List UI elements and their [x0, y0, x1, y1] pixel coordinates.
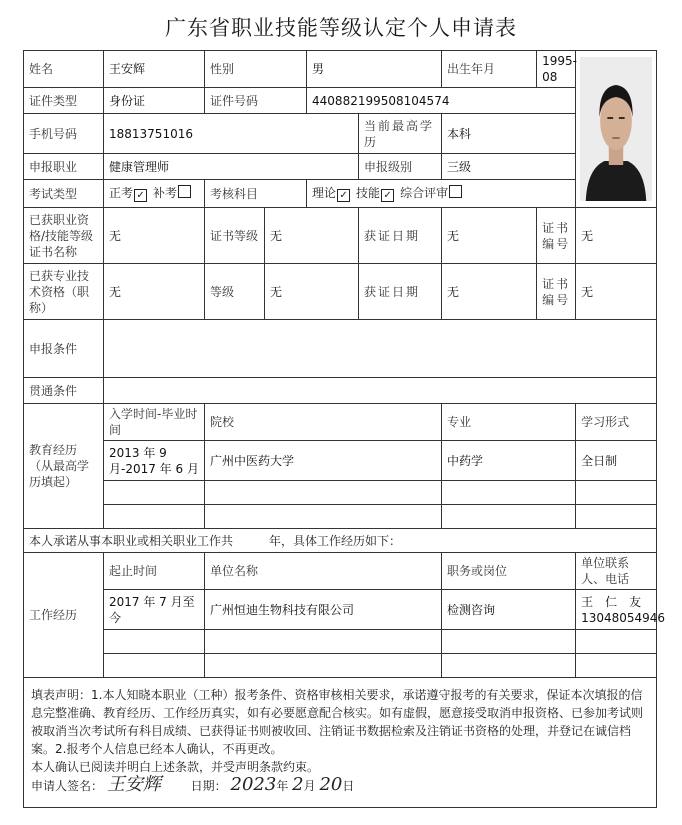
edu-row-1-major: 中药学	[442, 441, 576, 481]
edu-row-2-mode[interactable]	[576, 481, 657, 505]
review-checkbox[interactable]	[449, 185, 462, 198]
cert-date-label: 获证日期	[359, 208, 442, 264]
exam-type-options	[104, 180, 205, 208]
edu-header-period: 入学时间-毕业时间	[104, 404, 205, 441]
apply-condition-value[interactable]	[104, 320, 657, 378]
cert-no-value: 无	[576, 208, 657, 264]
edu-row-2-period[interactable]	[104, 481, 205, 505]
subject-options	[307, 180, 576, 208]
first-exam-label: 正考	[109, 186, 134, 200]
work-header-period: 起止时间	[104, 553, 205, 590]
gender-value: 男	[307, 51, 442, 88]
declaration-confirm: 本人确认已阅读并明白上述条款，并受声明条款约束。	[31, 760, 320, 774]
apply-condition-label: 申报条件	[24, 320, 104, 378]
name-value: 王安辉	[104, 51, 205, 88]
application-form	[23, 50, 666, 808]
grade-label: 等级	[205, 264, 265, 320]
review-label: 综合评审	[400, 186, 449, 200]
grade-value: 无	[265, 264, 359, 320]
retake-checkbox[interactable]	[178, 185, 191, 198]
theory-label: 理论	[312, 186, 337, 200]
work-row-3-contact[interactable]	[576, 654, 657, 678]
birth-value: 1995-08	[537, 51, 576, 88]
id-type-label: 证件类型	[24, 88, 104, 114]
edu-row-1-mode: 全日制	[576, 441, 657, 481]
work-header-company: 单位名称	[205, 553, 442, 590]
education-label: 教育经历（从最高学历填起）	[24, 404, 104, 529]
work-row-3-position[interactable]	[442, 654, 576, 678]
day-unit: 日	[342, 779, 355, 793]
signature-line	[31, 776, 649, 795]
work-commitment: 本人承诺从事本职业或相关职业工作共 年，具体工作经历如下：	[24, 529, 657, 553]
edu-row-3-major[interactable]	[442, 505, 576, 529]
sign-day[interactable]: 20	[319, 774, 343, 795]
sign-year[interactable]: 2023	[230, 774, 277, 795]
sign-month[interactable]: 2	[292, 774, 304, 795]
work-row-1-contact-phone: 13048054946	[581, 610, 666, 625]
link-condition-label: 贯通条件	[24, 378, 104, 404]
link-condition-value[interactable]	[104, 378, 657, 404]
tech-cert-no-label: 证书编号	[537, 264, 576, 320]
edu-row-3-school[interactable]	[205, 505, 442, 529]
work-row-3-period[interactable]	[104, 654, 205, 678]
subject-label: 考核科目	[205, 180, 307, 208]
tech-title-value: 无	[104, 264, 205, 320]
work-row-2-company[interactable]	[205, 630, 442, 654]
id-no-label: 证件号码	[205, 88, 307, 114]
edu-header-major: 专业	[442, 404, 576, 441]
phone-label: 手机号码	[24, 114, 104, 154]
cert-level-value: 无	[265, 208, 359, 264]
edu-row-1-period: 2013 年 9 月-2017 年 6 月	[104, 441, 205, 481]
education-level-label: 当前最高学历	[359, 114, 442, 154]
applicant-photo	[580, 57, 652, 201]
declaration-section	[24, 678, 657, 808]
work-row-1-position: 检测咨询	[442, 590, 576, 630]
level-value: 三级	[442, 154, 576, 180]
work-row-1-contact-name: 王 仁 友	[581, 594, 642, 609]
work-row-1-company: 广州恒迪生物科技有限公司	[205, 590, 442, 630]
skill-label: 技能	[356, 186, 381, 200]
work-row-1-period: 2017 年 7 月至今	[104, 590, 205, 630]
month-unit: 月	[303, 779, 316, 793]
job-label: 申报职业	[24, 154, 104, 180]
exam-type-label: 考试类型	[24, 180, 104, 208]
retake-label: 补考	[153, 186, 178, 200]
year-unit: 年	[276, 779, 289, 793]
edu-row-2-school[interactable]	[205, 481, 442, 505]
edu-row-2-major[interactable]	[442, 481, 576, 505]
declaration-text: 填表声明：1.本人知晓本职业（工种）报考条件、资格审核相关要求，承诺遵守报考的有关要求，保证本次填报的信息完整准确、教育经历、工作经历真实，如有必要愿意配合核实。如有虚假，愿意接受取消申报资格、已参加考试则被取消当次考试所有科目成绩、已获得证书则被收回、注销证书数据检索及注销证书资格的处理，并登记在诚信档案。2.报考个人信息已经本人确认，不再更改。	[31, 688, 644, 756]
edu-header-school: 院校	[205, 404, 442, 441]
date-label: 日期：	[190, 779, 227, 793]
work-row-1-contact	[576, 590, 666, 630]
id-no-value: 440882199508104574	[307, 88, 576, 114]
tech-title-label: 已获专业技术资格（职称）	[24, 264, 104, 320]
work-header-contact: 单位联系人、电话	[576, 553, 657, 590]
tech-date-value: 无	[442, 264, 537, 320]
photo-cell	[576, 51, 657, 208]
cert-no-label: 证书编号	[537, 208, 576, 264]
work-row-3-company[interactable]	[205, 654, 442, 678]
phone-value: 18813751016	[104, 114, 359, 154]
edu-row-1-school: 广州中医药大学	[205, 441, 442, 481]
level-label: 申报级别	[359, 154, 442, 180]
work-row-2-period[interactable]	[104, 630, 205, 654]
gender-label: 性别	[205, 51, 307, 88]
id-type-value: 身份证	[104, 88, 205, 114]
job-value: 健康管理师	[104, 154, 359, 180]
education-level-value: 本科	[442, 114, 576, 154]
work-row-2-position[interactable]	[442, 630, 576, 654]
tech-cert-no-value: 无	[576, 264, 657, 320]
signature-label: 申请人签名：	[31, 779, 104, 793]
work-row-2-contact[interactable]	[576, 630, 657, 654]
portrait-image	[580, 57, 652, 201]
vocational-cert-label: 已获职业资格/技能等级证书名称	[24, 208, 104, 264]
edu-row-3-mode[interactable]	[576, 505, 657, 529]
form-title: 广东省职业技能等级认定个人申请表	[165, 16, 517, 40]
vocational-cert-value: 无	[104, 208, 205, 264]
edu-row-3-period[interactable]	[104, 505, 205, 529]
theory-checkbox[interactable]: ✓	[337, 189, 350, 202]
first-exam-checkbox[interactable]: ✓	[134, 189, 147, 202]
work-header-position: 职务或岗位	[442, 553, 576, 590]
skill-checkbox[interactable]: ✓	[381, 189, 394, 202]
edu-header-mode: 学习形式	[576, 404, 657, 441]
name-label: 姓名	[24, 51, 104, 88]
cert-date-value: 无	[442, 208, 537, 264]
applicant-signature[interactable]: 王安辉	[106, 774, 161, 795]
work-label: 工作经历	[24, 553, 104, 678]
cert-level-label: 证书等级	[205, 208, 265, 264]
birth-label: 出生年月	[442, 51, 537, 88]
tech-date-label: 获证日期	[359, 264, 442, 320]
